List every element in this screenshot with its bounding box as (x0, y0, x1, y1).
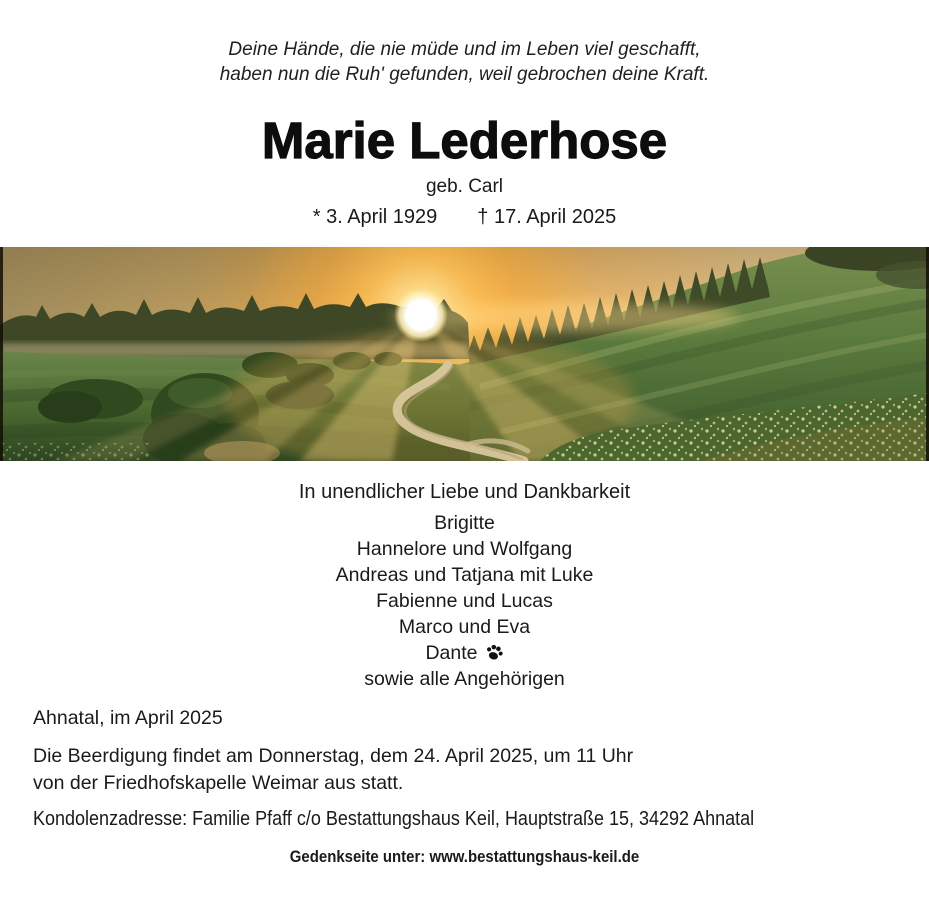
mourner-line: Hannelore und Wolfgang (356, 538, 573, 560)
birth-date: * 3. April 1929 (312, 206, 438, 228)
mourner-name: Dante (425, 642, 478, 664)
mourner-line: sowie alle Angehörigen (364, 668, 565, 690)
mourner-line-dante (0, 640, 929, 666)
deceased-name: Marie Lederhose (261, 112, 668, 169)
mourner-line: Fabienne und Lucas (376, 590, 553, 612)
paw-print-icon (485, 643, 504, 662)
funeral-info (33, 743, 929, 797)
funeral-line-2: von der Friedhofskapelle Weimar aus statt. (33, 772, 404, 794)
condolence-address: Kondolenzadresse: Familie Pfaff c/o Bestattungshaus Keil, Hauptstraße 15, 34292 Ahnatal (33, 808, 755, 830)
epitaph-line-2: haben nun die Ruh' gefunden, weil gebrochen deine Kraft. (219, 64, 710, 85)
epitaph-line-1: Deine Hände, die nie müde und im Leben viel geschafft, (228, 39, 701, 60)
mourner-line: Andreas und Tatjana mit Luke (335, 564, 594, 586)
mourners-list (0, 510, 929, 692)
tribute-line: In unendlicher Liebe und Dankbarkeit (298, 481, 631, 503)
sunset-meadow-photo (0, 247, 929, 461)
death-date: † 17. April 2025 (477, 206, 617, 228)
funeral-line-1: Die Beerdigung findet am Donnerstag, dem 24. April 2025, um 11 Uhr (33, 745, 634, 767)
epitaph (0, 0, 929, 87)
life-dates (0, 205, 929, 230)
mourner-line: Brigitte (434, 512, 495, 534)
maiden-name: geb. Carl (425, 176, 504, 197)
mourner-line: Marco und Eva (398, 616, 531, 638)
memorial-page-line: Gedenkseite unter: www.bestattungshaus-keil.de (289, 847, 640, 866)
place-and-date: Ahnatal, im April 2025 (33, 707, 223, 729)
sun (394, 288, 448, 342)
